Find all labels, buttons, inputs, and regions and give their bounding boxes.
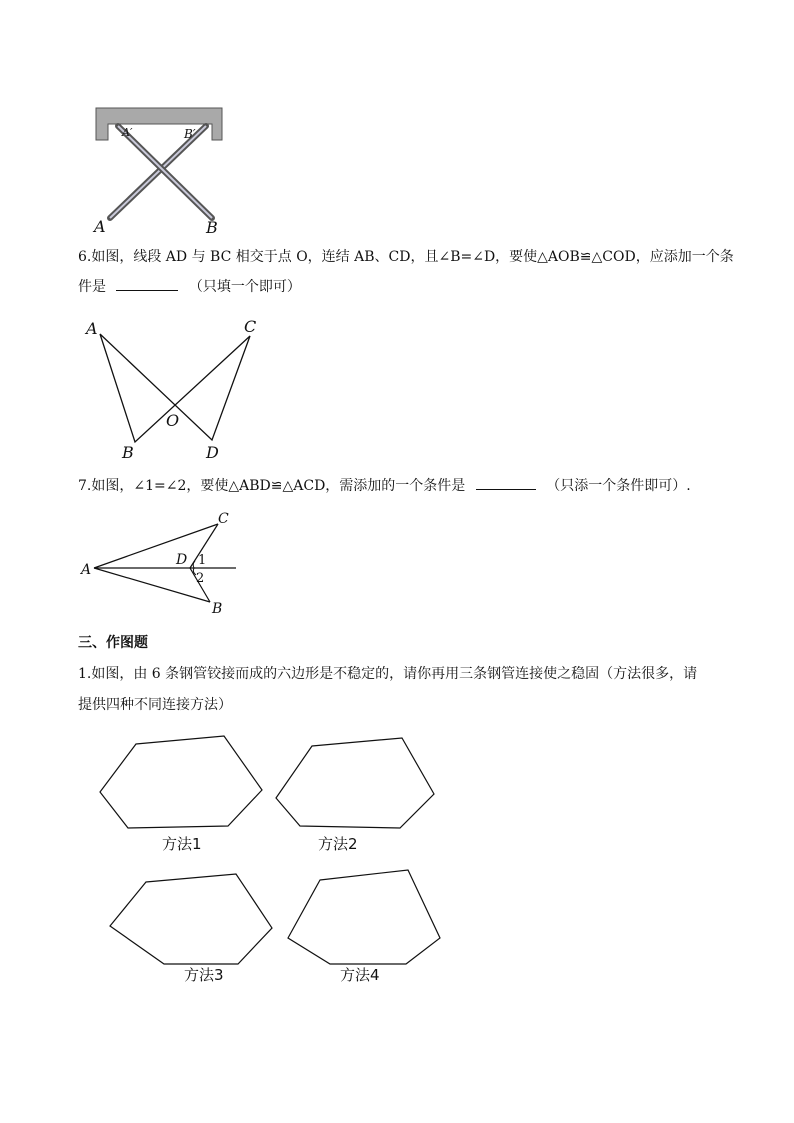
q7-line (78, 471, 691, 501)
hexagon-method-1 (100, 736, 262, 828)
q7-label-b: B (212, 601, 223, 617)
label-b: B (206, 218, 218, 237)
caption-method-1: 方法1 (162, 835, 202, 853)
q7-label-c: C (218, 511, 229, 527)
q7-label-a: A (81, 562, 92, 578)
q6-answer-blank[interactable] (116, 273, 178, 291)
q6-label-d: D (206, 443, 219, 462)
q3-1-line2: 提供四种不同连接方法） (78, 697, 232, 713)
hexagon-method-3 (110, 874, 272, 964)
q7-label-2: 2 (196, 571, 205, 586)
label-a: A (94, 217, 106, 236)
hexagon-figures (0, 720, 794, 1000)
q6-label-b: B (122, 443, 134, 462)
caption-method-4: 方法4 (340, 966, 380, 984)
caption-method-2: 方法2 (318, 835, 358, 853)
ladder-figure (80, 100, 240, 240)
q6-label-c: C (244, 317, 257, 336)
q7-suffix: （只添一个条件即可）. (546, 478, 691, 494)
q6-prefix: 件是 (78, 279, 106, 295)
q6-label-a: A (86, 319, 98, 338)
section-title: 三、作图题 (78, 635, 148, 651)
q6-line2 (78, 272, 301, 302)
q7-label-1: 1 (198, 553, 207, 568)
hexagon-method-2 (276, 738, 434, 828)
caption-method-3: 方法3 (184, 966, 224, 984)
q7-answer-blank[interactable] (476, 472, 536, 490)
label-b-prime: B′ (184, 127, 196, 141)
hexagon-method-4 (288, 870, 440, 964)
q6-label-o: O (166, 411, 180, 430)
q6-figure (80, 312, 280, 462)
q6-suffix: （只填一个即可） (188, 279, 301, 295)
q6-line1: 6.如图，线段 AD 与 BC 相交于点 O，连结 AB、CD，且∠B=∠D，要使△AOB≌△COD，应添加一个条 (78, 249, 734, 265)
q7-label-d: D (176, 552, 188, 568)
label-a-prime: A′ (122, 126, 133, 139)
q3-1-line1: 1.如图，由 6 条钢管铰接而成的六边形是不稳定的，请你再用三条钢管连接使之稳固（方法很多，请 (78, 666, 698, 682)
q7-prefix: 7.如图，∠1=∠2，要使△ABD≌△ACD，需添加的一个条件是 (78, 478, 466, 494)
q7-figure (78, 506, 248, 618)
